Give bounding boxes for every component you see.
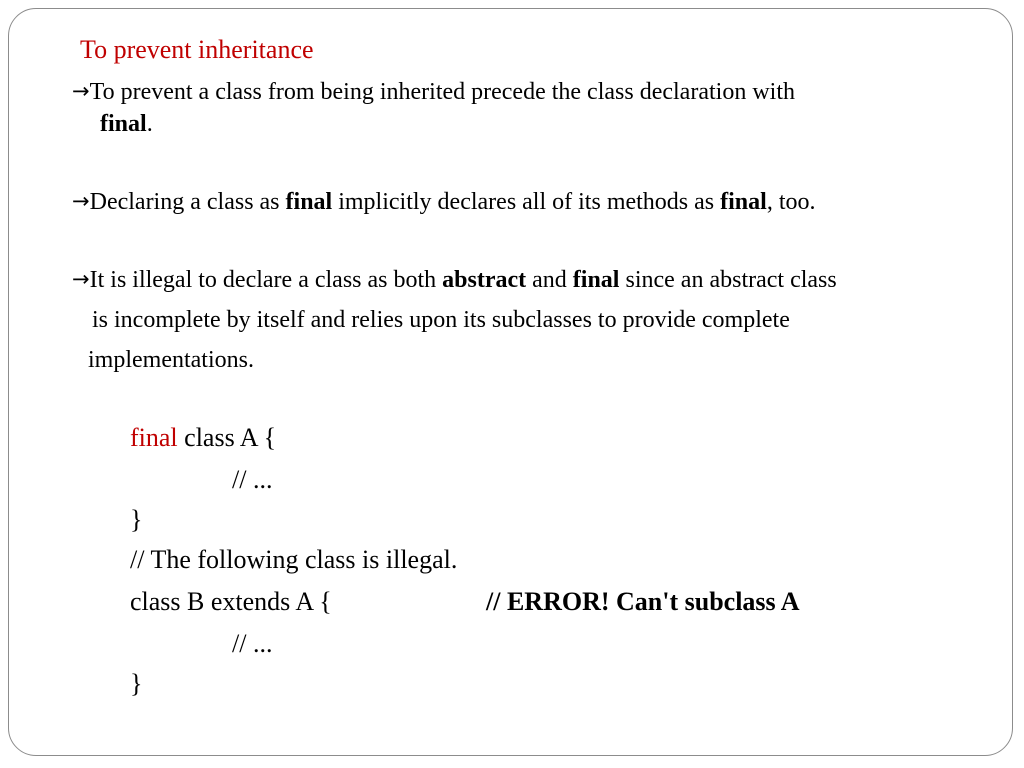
bullet-2-line-1 xyxy=(72,188,816,216)
code-line-2: // ... xyxy=(232,465,273,494)
code-keyword-final: final xyxy=(130,423,178,452)
bullet-3-text-1: It is illegal to declare a class as both xyxy=(89,267,443,293)
bullet-3-line-2: is incomplete by itself and relies upon its subclasses to provide complete xyxy=(92,307,790,333)
bullet-2-text-1: Declaring a class as xyxy=(89,189,286,215)
bullet-3-line-3: implementations. xyxy=(88,347,254,373)
keyword-final: final xyxy=(720,189,767,215)
bullet-1-period: . xyxy=(146,111,153,137)
bullet-3-text-3: since an abstract class xyxy=(619,267,837,293)
code-line-7: } xyxy=(130,669,143,698)
slide-frame xyxy=(8,8,1013,756)
slide-title: To prevent inheritance xyxy=(80,35,314,64)
arrow-right-icon: → xyxy=(72,189,90,213)
code-line-1 xyxy=(130,424,276,452)
bullet-1-line-1 xyxy=(72,78,795,106)
code-error-comment: // ERROR! Can't subclass A xyxy=(486,587,800,616)
keyword-final: final xyxy=(572,267,620,293)
keyword-abstract: abstract xyxy=(442,267,527,293)
arrow-right-icon: → xyxy=(72,267,90,291)
bullet-3-line-1 xyxy=(72,266,837,294)
code-line-3: } xyxy=(130,505,143,534)
bullet-3-text-2: and xyxy=(526,267,573,293)
bullet-1-line-2 xyxy=(100,110,153,138)
bullet-2-text-3: , too. xyxy=(766,189,816,215)
code-line-4: // The following class is illegal. xyxy=(130,545,458,574)
code-line-5: class B extends A { xyxy=(130,587,332,616)
bullet-1-text: To prevent a class from being inherited precede the class declaration with xyxy=(89,79,795,105)
code-class-a: class A { xyxy=(177,423,277,452)
bullet-2-text-2: implicitly declares all of its methods as xyxy=(332,189,721,215)
keyword-final: final xyxy=(285,189,333,215)
keyword-final: final xyxy=(100,111,147,137)
code-line-6: // ... xyxy=(232,629,273,658)
arrow-right-icon: → xyxy=(72,79,90,103)
